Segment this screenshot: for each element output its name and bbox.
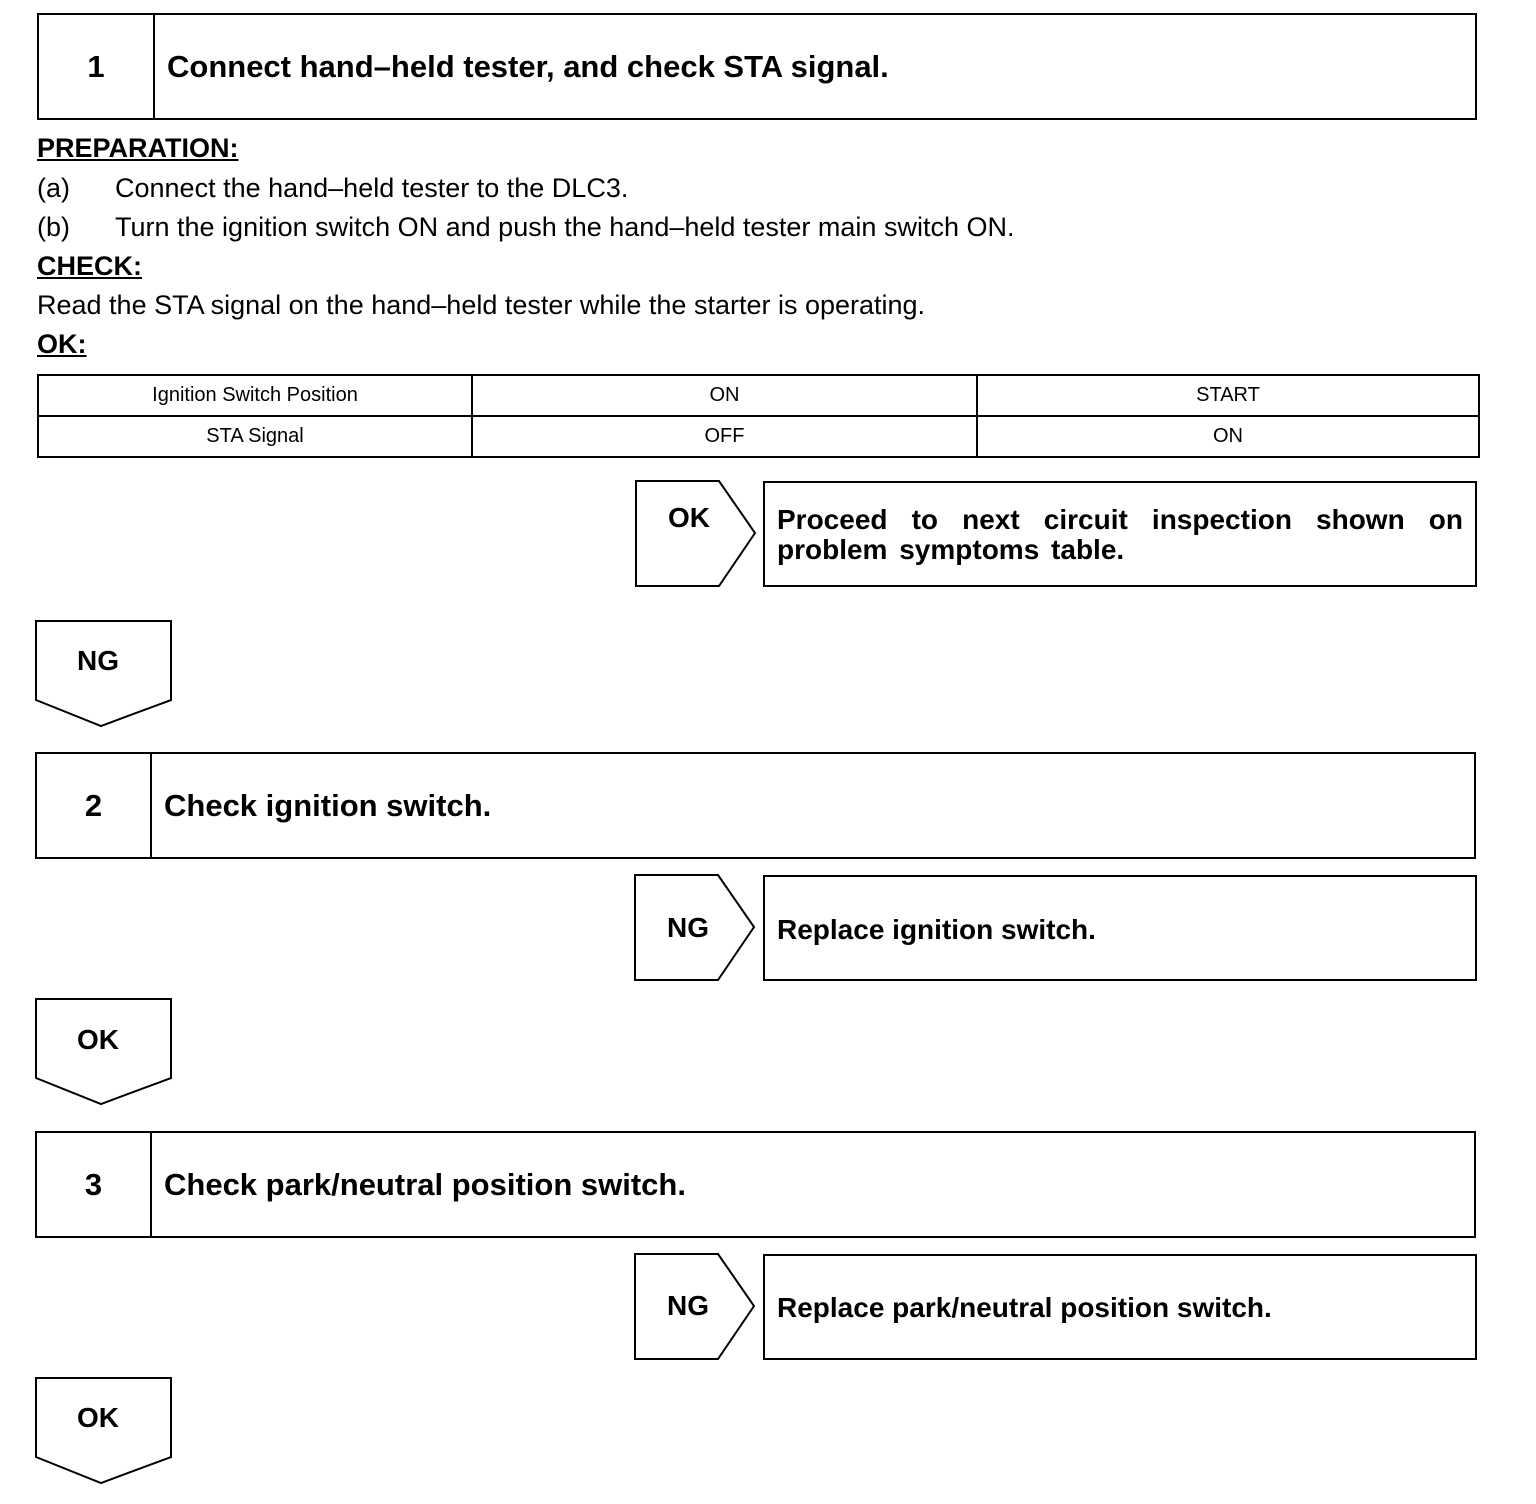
table-row <box>38 375 1479 416</box>
result-box: Replace park/neutral position switch. <box>763 1254 1477 1360</box>
step-title: Check park/neutral position switch. <box>164 1166 686 1202</box>
table-cell: ON <box>472 375 977 416</box>
branch-label: NG <box>667 912 709 943</box>
prep-item-marker: (a) <box>37 173 70 203</box>
check-text: Read the STA signal on the hand–held tester while the starter is operating. <box>37 290 926 320</box>
step-number: 3 <box>37 1133 152 1236</box>
table-row <box>38 416 1479 457</box>
table-cell: OFF <box>472 416 977 457</box>
branch-label: NG <box>667 1290 709 1321</box>
table-cell: Ignition Switch Position <box>38 375 472 416</box>
branch-label: OK <box>77 1024 119 1055</box>
result-box: Proceed to next circuit inspection shown on problem symptoms table. <box>763 481 1477 587</box>
prep-item-text: Connect the hand–held tester to the DLC3. <box>115 173 629 203</box>
check-label: CHECK: <box>37 251 142 281</box>
right-arrow-icon <box>635 480 765 588</box>
preparation-label: PREPARATION: <box>37 133 239 163</box>
specification-table <box>37 374 1480 458</box>
step-number: 1 <box>39 15 155 118</box>
result-box: Replace ignition switch. <box>763 875 1477 981</box>
step-1-header <box>37 13 1477 120</box>
branch-label: OK <box>668 502 710 533</box>
step-title: Connect hand–held tester, and check STA signal. <box>167 48 889 84</box>
ok-label: OK: <box>37 329 87 359</box>
table-cell: STA Signal <box>38 416 472 457</box>
table-cell: START <box>977 375 1479 416</box>
branch-label: NG <box>77 645 119 676</box>
prep-item-marker: (b) <box>37 212 70 242</box>
step-2-header <box>35 752 1476 859</box>
table-cell: ON <box>977 416 1479 457</box>
branch-label: OK <box>77 1402 119 1433</box>
step-number: 2 <box>37 754 152 857</box>
step-title: Check ignition switch. <box>164 787 492 823</box>
step-3-header <box>35 1131 1476 1238</box>
prep-item-text: Turn the ignition switch ON and push the hand–held tester main switch ON. <box>115 212 1015 242</box>
